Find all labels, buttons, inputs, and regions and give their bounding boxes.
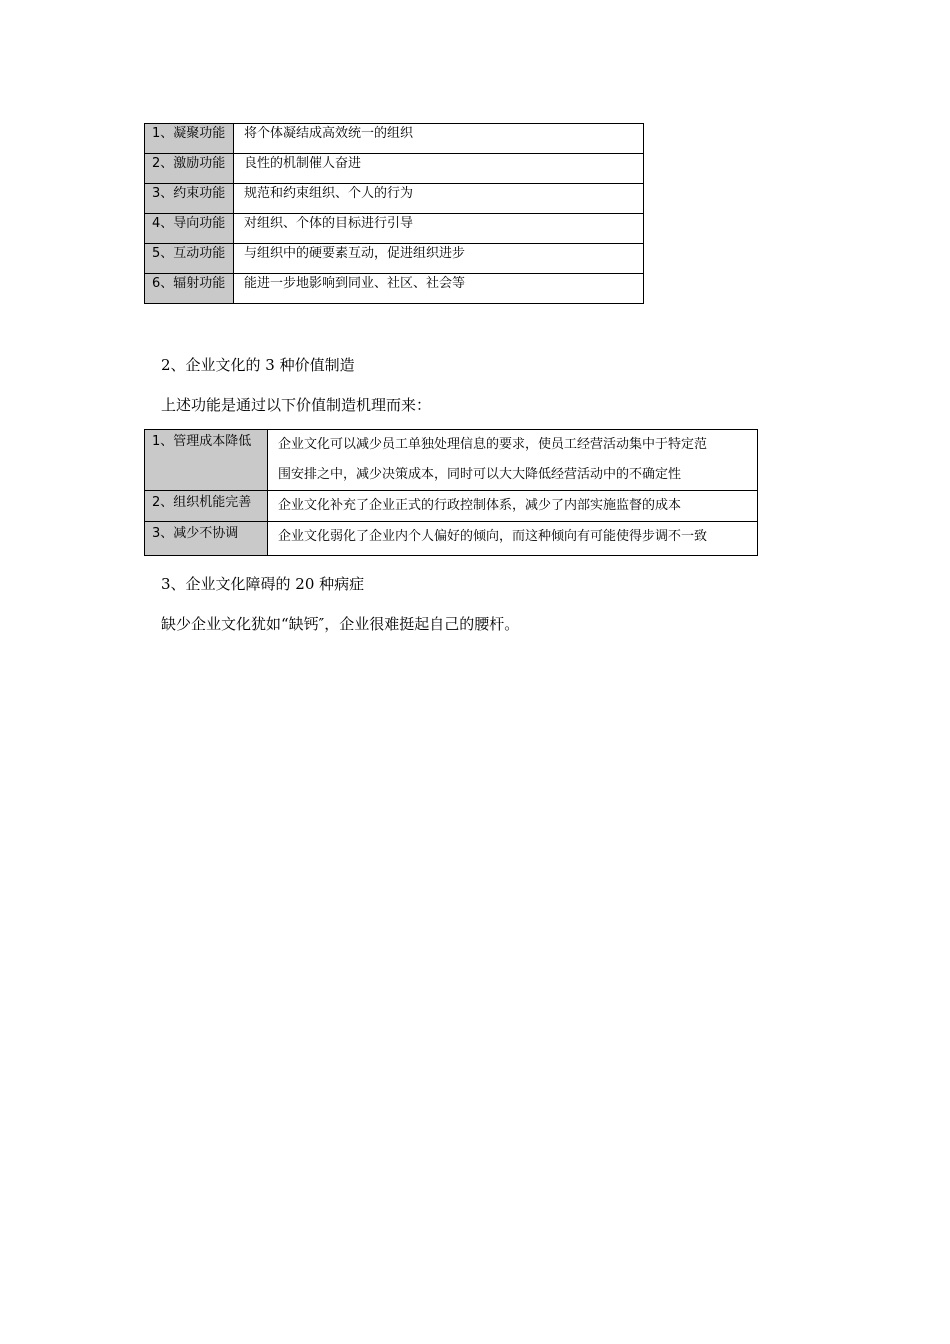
function-label: 4、导向功能 xyxy=(145,214,234,244)
table-row xyxy=(145,430,758,491)
function-label: 1、凝聚功能 xyxy=(145,124,234,154)
function-description: 能进一步地影响到同业、社区、社会等 xyxy=(234,274,644,304)
section-heading: 2、企业文化的 3 种价值制造 xyxy=(161,356,355,374)
value-label: 1、管理成本降低 xyxy=(145,430,268,491)
section-intro: 上述功能是通过以下价值制造机理而来： xyxy=(161,396,432,414)
function-label: 3、约束功能 xyxy=(145,184,234,214)
value-creation-table xyxy=(144,429,758,556)
table-row xyxy=(145,154,644,184)
table-row xyxy=(145,522,758,556)
section-heading: 3、企业文化障碍的 20 种病症 xyxy=(161,575,365,593)
value-description: 企业文化弱化了企业内个人偏好的倾向，而这种倾向有可能使得步调不一致 xyxy=(268,522,758,556)
table-row xyxy=(145,184,644,214)
function-label: 2、激励功能 xyxy=(145,154,234,184)
function-label: 6、辐射功能 xyxy=(145,274,234,304)
table-row xyxy=(145,491,758,522)
body-text: 缺少企业文化犹如“缺钙″，企业很难挺起自己的腰杆。 xyxy=(161,615,520,633)
table-row xyxy=(145,214,644,244)
value-description-line: 围安排之中，减少决策成本，同时可以大大降低经营活动中的不确定性 xyxy=(278,467,682,482)
function-description: 良性的机制催人奋进 xyxy=(234,154,644,184)
table-row xyxy=(145,274,644,304)
function-description: 将个体凝结成高效统一的组织 xyxy=(234,124,644,154)
table-row xyxy=(145,244,644,274)
value-description-line: 企业文化可以减少员工单独处理信息的要求，使员工经营活动集中于特定范 xyxy=(278,437,708,452)
value-label: 2、组织机能完善 xyxy=(145,491,268,522)
function-description: 规范和约束组织、个人的行为 xyxy=(234,184,644,214)
function-description: 与组织中的硬要素互动，促进组织进步 xyxy=(234,244,644,274)
value-label: 3、减少不协调 xyxy=(145,522,268,556)
function-description: 对组织、个体的目标进行引导 xyxy=(234,214,644,244)
table-row xyxy=(145,124,644,154)
function-label: 5、互动功能 xyxy=(145,244,234,274)
functions-table xyxy=(144,123,644,304)
value-description xyxy=(268,430,758,491)
value-description: 企业文化补充了企业正式的行政控制体系，减少了内部实施监督的成本 xyxy=(268,491,758,522)
